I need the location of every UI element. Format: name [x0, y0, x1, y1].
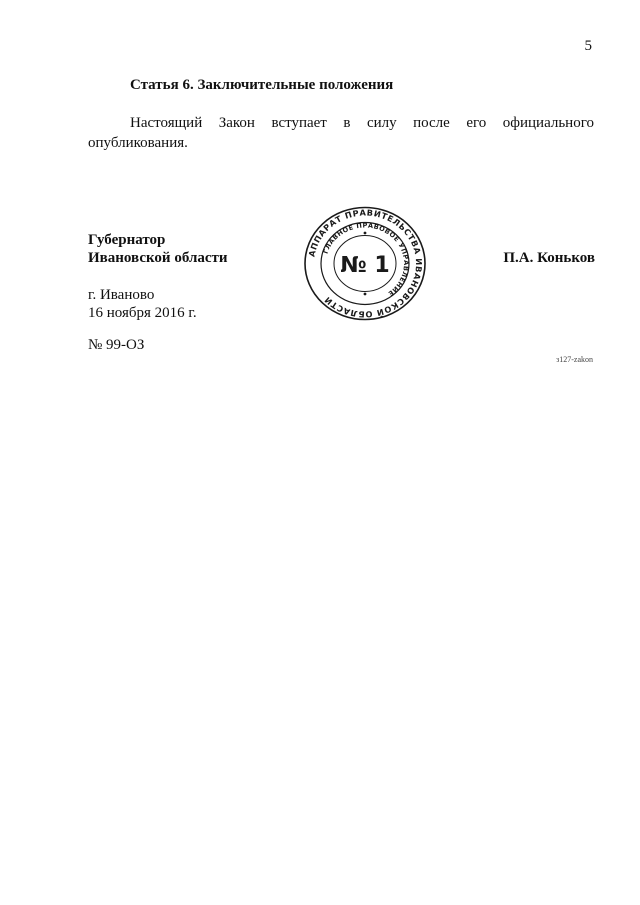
- official-seal-stamp: [300, 206, 430, 321]
- stamp-center-text: № 1: [340, 253, 390, 278]
- stamp-dot-bottom: [364, 293, 367, 296]
- signatory-title-line2: Ивановской области: [88, 250, 228, 266]
- body-paragraph: Настоящий Закон вступает в силу после его официального опубликования.: [88, 115, 594, 151]
- file-code: з127-zakon: [556, 355, 593, 364]
- place: г. Иваново: [88, 287, 155, 303]
- stamp-dot-top: [364, 232, 367, 235]
- stamp-ring-text: АППАРАТ ПРАВИТЕЛЬСТВА ИВАНОВСКОЙ ОБЛАСТИ: [306, 207, 425, 320]
- stamp-inner-ring-text: ГЛАВНОЕ ПРАВОВОЕ УПРАВЛЕНИЕ: [321, 221, 411, 298]
- place-and-date: [88, 286, 197, 322]
- law-number: № 99-ОЗ: [88, 337, 145, 353]
- article-title: Статья 6. Заключительные положения: [130, 77, 394, 93]
- signatory-name: П.А. Коньков: [503, 250, 595, 266]
- page-number: 5: [584, 38, 592, 54]
- date: 16 ноября 2016 г.: [88, 305, 197, 321]
- signatory-title: [88, 231, 228, 267]
- signatory-title-line1: Губернатор: [88, 232, 166, 248]
